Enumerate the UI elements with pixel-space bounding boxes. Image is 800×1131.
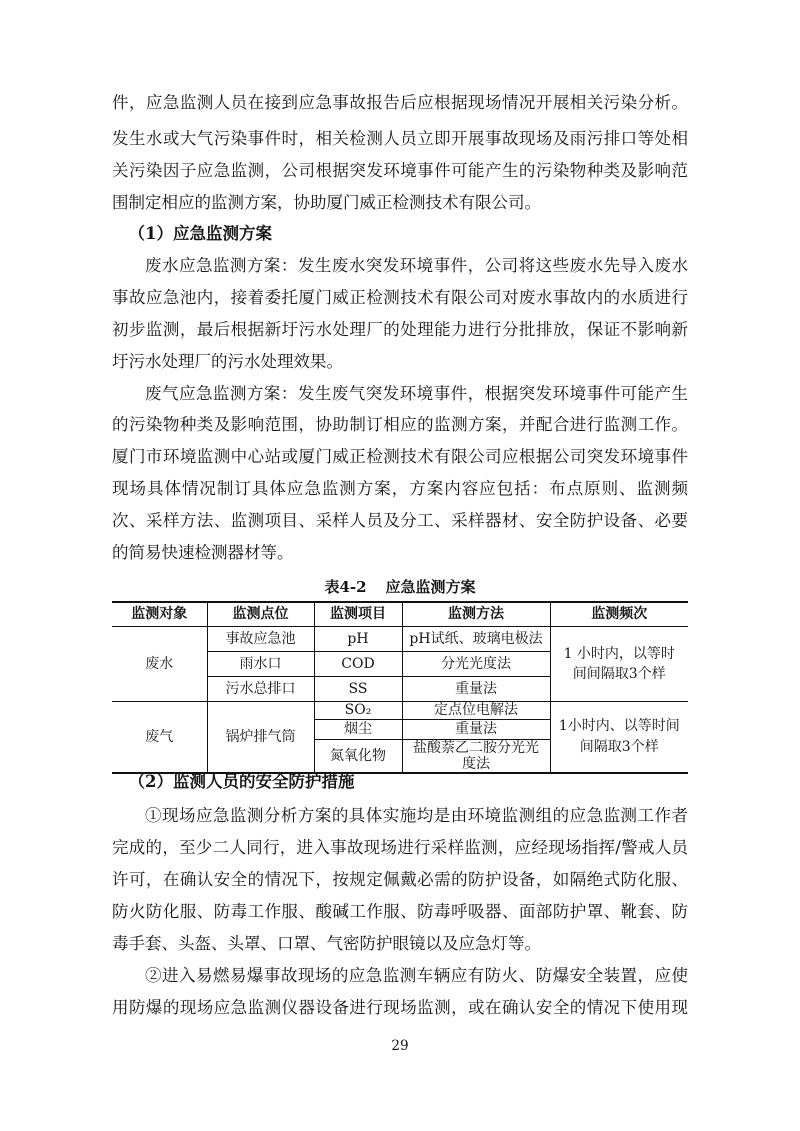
paragraph-safety-measures-1 xyxy=(112,800,688,960)
text-line: 许可，在确认安全的情况下，按规定佩戴必需的防护设备，如隔绝式防化服、 xyxy=(112,870,688,889)
text-line: 现场具体情况制订具体应急监测方案，方案内容应包括：布点原则、监测频 xyxy=(112,479,688,499)
body-text-upper xyxy=(112,87,688,569)
text-line: 件，应急监测人员在接到应急事故报告后应根据现场情况开展相关污染分析。 xyxy=(112,93,688,112)
table-header-cell: 监测点位 xyxy=(207,602,314,626)
method-line: 盐酸萘乙二胺分光光 xyxy=(413,739,539,756)
method-line: pH试纸、玻璃电极法 xyxy=(409,630,543,647)
text-line: 事故应急池内，接着委托厦门威正检测技术有限公司对废水事故内的水质进行 xyxy=(112,288,688,308)
text-line: ②进入易燃易爆事故现场的应急监测车辆应有防火、防爆安全装置，应使 xyxy=(145,966,688,985)
table-cell-object: 废气 xyxy=(112,701,207,773)
method-line: 重量法 xyxy=(455,680,497,697)
table-header-cell: 监测项目 xyxy=(314,602,402,626)
table-cell-item: 烟尘 xyxy=(314,719,402,739)
method-line: 定点位电解法 xyxy=(434,702,518,718)
text-line: 用防爆的现场应急监测仪器设备进行现场监测，或在确认安全的情况下使用现 xyxy=(112,998,688,1017)
table-cell-item: COD xyxy=(314,651,402,676)
table-cell-method xyxy=(402,676,550,701)
paragraph-wastewater-plan xyxy=(112,250,688,377)
method-line: 分光光度法 xyxy=(441,655,511,672)
text-line: 围制定相应的监测方案，协助厦门威正检测技术有限公司。 xyxy=(112,192,541,212)
text-line: ①现场应急监测分析方案的具体实施均是由环境监测组的应急监测工作者 xyxy=(145,806,688,825)
text-line: 发生水或大气污染事件时，相关检测人员立即开展事故现场及雨污排口等处相 xyxy=(112,128,688,148)
table-cell-point: 事故应急池 xyxy=(207,626,314,651)
paragraph-continued xyxy=(112,87,688,218)
frequency-line: 1小时内、以等时间 xyxy=(558,717,680,734)
text-line: 毒手套、头盔、头罩、口罩、气密防护眼镜以及应急灯等。 xyxy=(112,934,541,953)
table-header-row xyxy=(112,602,688,626)
text-line: 次、采样方法、监测项目、采样人员及分工、采样器材、安全防护设备、必要 xyxy=(112,510,688,530)
frequency-line: 1 小时内，以等时 xyxy=(563,645,675,662)
table-caption xyxy=(0,577,800,597)
text-line: 废水应急监测方案：发生废水突发环境事件，公司将这些废水先导入废水 xyxy=(145,256,688,276)
frequency-line: 间隔取3个样 xyxy=(579,738,659,755)
table-cell-method xyxy=(402,701,550,719)
paragraph-exhaust-plan xyxy=(112,378,688,569)
table-header-cell: 监测频次 xyxy=(550,602,688,626)
frequency-line: 间间隔取3个样 xyxy=(572,665,666,682)
table-cell-frequency xyxy=(550,701,688,773)
table-cell-object: 废水 xyxy=(112,626,207,701)
table-row xyxy=(112,626,688,651)
table-header-cell: 监测方法 xyxy=(402,602,550,626)
table-cell-point: 雨水口 xyxy=(207,651,314,676)
table-header-cell: 监测对象 xyxy=(112,602,207,626)
table-caption-number: 表4-2 xyxy=(324,578,367,596)
table-cell-item: SO₂ xyxy=(314,701,402,719)
text-line: 的简易快速检测器材等。 xyxy=(112,542,294,562)
monitoring-table xyxy=(112,601,688,774)
text-line: 防火防化服、防毒工作服、酸碱工作服、防毒呼吸器、面部防护罩、靴套、防 xyxy=(112,902,688,921)
table-cell-item: 氮氧化物 xyxy=(314,739,402,773)
section-heading: （2）监测人员的安全防护措施 xyxy=(128,772,355,791)
text-line: 厦门市环境监测中心站或厦门威正检测技术有限公司应根据公司突发环境事件 xyxy=(112,447,688,467)
table-cell-method xyxy=(402,651,550,676)
table-cell-point: 污水总排口 xyxy=(207,676,314,701)
table-cell-method xyxy=(402,626,550,651)
text-line: 的污染物种类及影响范围，协助制订相应的监测方案，并配合进行监测工作。 xyxy=(112,415,688,435)
section-heading: （1）应急监测方案 xyxy=(128,224,272,244)
paragraph-safety-measures-2 xyxy=(112,960,688,1024)
text-line: 废气应急监测方案：发生废气突发环境事件，根据突发环境事件可能产生 xyxy=(145,383,688,403)
table-cell-frequency xyxy=(550,626,688,701)
text-line: 关污染因子应急监测，公司根据突发环境事件可能产生的污染物种类及影响范 xyxy=(112,160,688,180)
table-cell-method xyxy=(402,719,550,739)
text-line: 圩污水处理厂的污水处理效果。 xyxy=(112,351,343,371)
body-text-lower xyxy=(112,766,688,1024)
table-cell-point: 锅炉排气筒 xyxy=(207,701,314,773)
table-caption-title: 应急监测方案 xyxy=(385,578,476,596)
table-row xyxy=(112,701,688,719)
table-cell-item: pH xyxy=(314,626,402,651)
method-line: 度法 xyxy=(462,755,490,772)
text-line: 完成的，至少二人同行，进入事故现场进行采样监测，应经现场指挥/警戒人员 xyxy=(112,838,688,857)
method-line: 重量法 xyxy=(455,721,497,737)
page-number: 29 xyxy=(391,1038,409,1054)
table-cell-item: SS xyxy=(314,676,402,701)
text-line: 初步监测，最后根据新圩污水处理厂的处理能力进行分批排放，保证不影响新 xyxy=(112,319,688,339)
